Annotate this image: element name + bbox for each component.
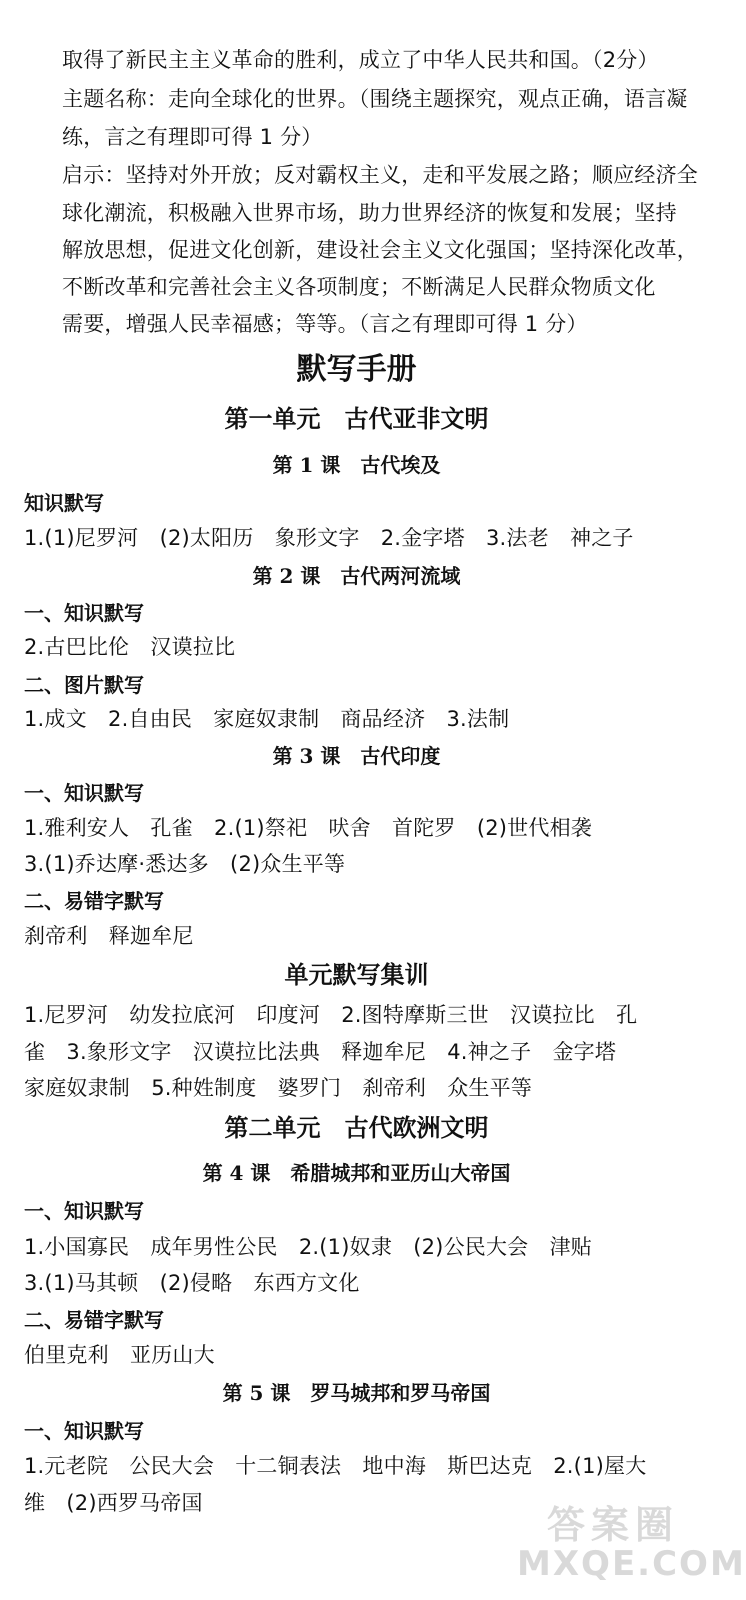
intro-line-2: 主题名称：走向全球化的世界。（围绕主题探究，观点正确，语言凝	[62, 87, 688, 111]
intro-line-6: 解放思想，促进文化创新，建设社会主义文化强国；坚持深化改革，	[62, 238, 698, 262]
lesson5-answers-1: 1.元老院 公民大会 十二铜表法 地中海 斯巴达克 2.(1)屋大	[24, 1454, 647, 1478]
unit1-review-title: 单元默写集训	[284, 961, 429, 989]
lesson5-answers-2: 维 (2)西罗马帝国	[24, 1491, 203, 1515]
intro-line-4: 启示：坚持对外开放；反对霸权主义，走和平发展之路；顺应经济全	[62, 163, 698, 187]
lesson2-answers-1: 2.古巴比伦 汉谟拉比	[24, 635, 236, 659]
lesson3-title: 第 3 课 古代印度	[272, 744, 441, 768]
intro-line-7: 不断改革和完善社会主义各项制度；不断满足人民群众物质文化	[62, 275, 656, 299]
intro-line-8: 需要，增强人民幸福感；等等。（言之有理即可得 1 分）	[62, 312, 588, 336]
lesson3-section-knowledge: 一、知识默写	[24, 781, 144, 805]
lesson3-answers-3: 刹帝利 释迦牟尼	[24, 924, 194, 948]
unit1-title: 第一单元 古代亚非文明	[224, 405, 489, 433]
lesson2-title: 第 2 课 古代两河流域	[252, 564, 461, 588]
intro-line-5: 球化潮流，积极融入世界市场，助力世界经济的恢复和发展；坚持	[62, 201, 677, 225]
manual-title: 默写手册	[296, 352, 417, 387]
unit1-review-line-1: 1.尼罗河 幼发拉底河 印度河 2.图特摩斯三世 汉谟拉比 孔	[24, 1003, 638, 1027]
watermark-en: MXQE.COM	[517, 1544, 746, 1584]
lesson1-answers: 1.(1)尼罗河 (2)太阳历 象形文字 2.金字塔 3.法老 神之子	[24, 526, 634, 550]
lesson3-answers-1: 1.雅利安人 孔雀 2.(1)祭祀 吠舍 首陀罗 (2)世代相袭	[24, 816, 592, 840]
lesson1-section-knowledge: 知识默写	[24, 491, 104, 515]
lesson4-section-knowledge: 一、知识默写	[24, 1199, 144, 1223]
lesson4-title: 第 4 课 希腊城邦和亚历山大帝国	[202, 1161, 511, 1185]
lesson4-answers-3: 伯里克利 亚历山大	[24, 1343, 215, 1367]
unit2-title: 第二单元 古代欧洲文明	[224, 1114, 489, 1142]
lesson3-section-typo: 二、易错字默写	[24, 889, 164, 913]
unit1-review-line-3: 家庭奴隶制 5.种姓制度 婆罗门 刹帝利 众生平等	[24, 1076, 533, 1100]
lesson2-section-picture: 二、图片默写	[24, 673, 144, 697]
lesson1-title: 第 1 课 古代埃及	[272, 453, 441, 477]
lesson2-section-knowledge: 一、知识默写	[24, 601, 144, 625]
lesson4-answers-2: 3.(1)马其顿 (2)侵略 东西方文化	[24, 1271, 360, 1295]
intro-line-1: 取得了新民主主义革命的胜利，成立了中华人民共和国。（2分）	[62, 48, 659, 72]
watermark-cn: 答案圈	[547, 1503, 680, 1547]
lesson4-section-typo: 二、易错字默写	[24, 1308, 164, 1332]
lesson2-answers-2: 1.成文 2.自由民 家庭奴隶制 商品经济 3.法制	[24, 707, 510, 731]
unit1-review-line-2: 雀 3.象形文字 汉谟拉比法典 释迦牟尼 4.神之子 金字塔	[24, 1040, 617, 1064]
watermark-logo	[509, 1494, 746, 1586]
lesson5-section-knowledge: 一、知识默写	[24, 1419, 144, 1443]
intro-line-3: 练，言之有理即可得 1 分）	[62, 125, 323, 149]
lesson5-title: 第 5 课 罗马城邦和罗马帝国	[222, 1381, 491, 1405]
lesson3-answers-2: 3.(1)乔达摩·悉达多 (2)众生平等	[24, 852, 346, 876]
lesson4-answers-1: 1.小国寡民 成年男性公民 2.(1)奴隶 (2)公民大会 津贴	[24, 1235, 592, 1259]
